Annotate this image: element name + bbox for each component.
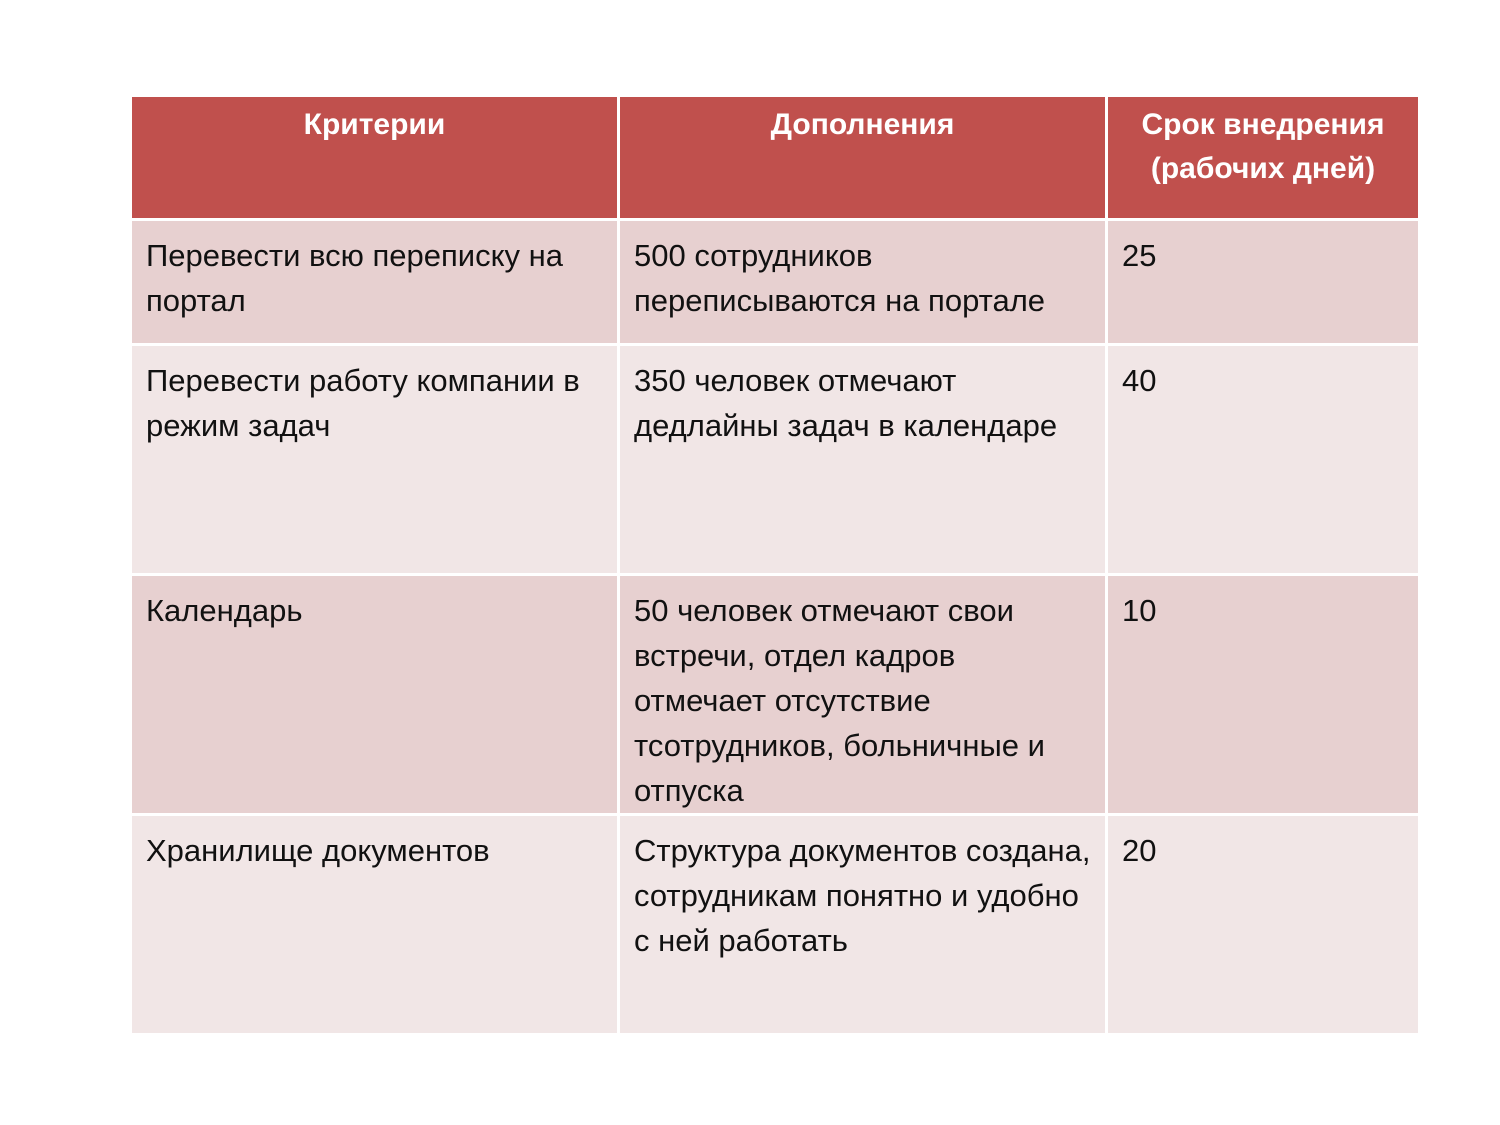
- days-text: 20: [1122, 833, 1157, 868]
- criterion-cell: [131, 815, 619, 1035]
- details-cell: [619, 575, 1107, 815]
- details-cell: [619, 345, 1107, 575]
- criterion-cell: [131, 220, 619, 345]
- header-criteria: Критерии: [131, 96, 619, 220]
- criterion-text: Перевести работу компании в режим задач: [146, 363, 580, 443]
- details-text: 500 сотрудников переписываются на портале: [634, 238, 1046, 318]
- criterion-text: Календарь: [146, 593, 303, 628]
- details-text: Структура документов создана, сотрудникам понятно и удобно с ней работать: [634, 833, 1091, 958]
- table-header: [131, 96, 1420, 220]
- details-text: 50 человек отмечают свои встречи, отдел кадров отмечает отсутствие тсотрудников, больничные и отпуска: [634, 593, 1045, 808]
- table-body: [131, 220, 1420, 1035]
- table-row: [131, 815, 1420, 1035]
- criterion-cell: [131, 575, 619, 815]
- header-row: [131, 96, 1420, 220]
- days-cell: [1107, 345, 1420, 575]
- days-cell: [1107, 815, 1420, 1035]
- table-row: [131, 575, 1420, 815]
- days-cell: [1107, 575, 1420, 815]
- criteria-table: [129, 94, 1421, 1036]
- table-row: [131, 345, 1420, 575]
- table-row: [131, 220, 1420, 345]
- criterion-text: Перевести всю переписку на портал: [146, 238, 563, 318]
- header-days: Срок внедрения (рабочих дней): [1107, 96, 1420, 220]
- days-text: 25: [1122, 238, 1157, 273]
- days-text: 10: [1122, 593, 1157, 628]
- days-text: 40: [1122, 363, 1157, 398]
- details-cell: [619, 220, 1107, 345]
- days-cell: [1107, 220, 1420, 345]
- criterion-cell: [131, 345, 619, 575]
- details-text: 350 человек отмечают дедлайны задач в календаре: [634, 363, 1058, 443]
- criterion-text: Хранилище документов: [146, 833, 490, 868]
- header-details: Дополнения: [619, 96, 1107, 220]
- details-cell: [619, 815, 1107, 1035]
